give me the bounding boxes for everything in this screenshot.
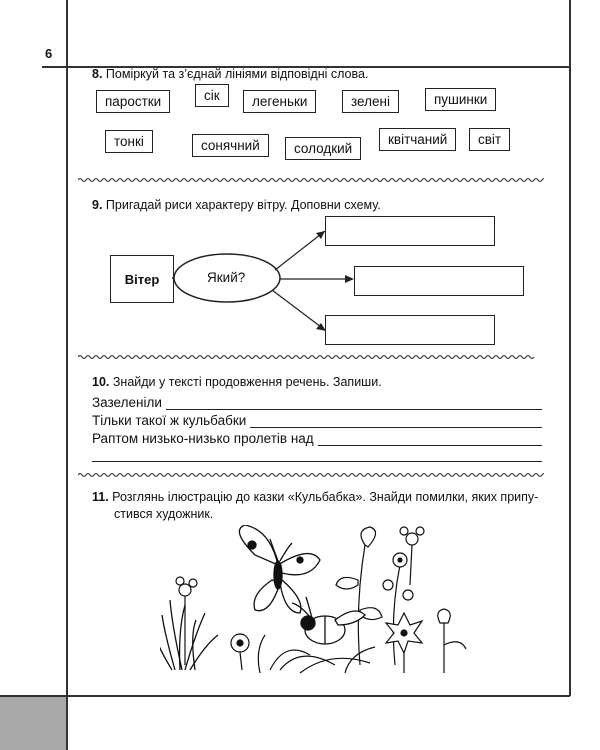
word-box[interactable]: легеньки bbox=[243, 90, 316, 113]
word-box[interactable]: паростки bbox=[96, 90, 170, 113]
wavy-divider bbox=[78, 177, 544, 183]
writing-line[interactable] bbox=[92, 413, 542, 428]
writing-line[interactable] bbox=[92, 431, 542, 446]
butterfly-icon bbox=[239, 525, 320, 613]
answer-box-3[interactable] bbox=[325, 315, 495, 345]
task11-text-2: стився художник. bbox=[114, 507, 214, 521]
task10-number: 10. bbox=[92, 375, 110, 389]
task11-text-1: Розглянь ілюстрацію до казки «Кульбабка». Знайди помилки, яких припу- bbox=[112, 490, 539, 504]
task10-text: Знайди у тексті продовження речень. Запиши. bbox=[112, 375, 382, 389]
margin-vertical-line bbox=[66, 0, 68, 750]
margin-gray-block bbox=[0, 695, 66, 750]
answer-box-2[interactable] bbox=[354, 266, 524, 296]
wavy-divider bbox=[78, 472, 544, 478]
flower-icon bbox=[176, 577, 249, 670]
word-box[interactable]: тонкі bbox=[105, 130, 153, 153]
word-box[interactable]: солодкий bbox=[285, 137, 361, 160]
page-number: 6 bbox=[45, 46, 53, 61]
task11-instruction bbox=[92, 489, 538, 523]
word-box[interactable]: світ bbox=[469, 128, 510, 151]
task9-text: Пригадай риси характеру вітру. Доповни схему. bbox=[105, 198, 381, 212]
task8-text: Поміркуй та з’єднай лініями відповідні слова. bbox=[105, 67, 369, 81]
viter-box: Вітер bbox=[110, 255, 174, 303]
ellipse-label: Який? bbox=[207, 270, 246, 285]
word-box[interactable]: сонячний bbox=[192, 134, 269, 157]
line-prompt: Зазеленіли bbox=[92, 395, 162, 410]
word-box[interactable]: сік bbox=[195, 84, 229, 107]
answer-box-1[interactable] bbox=[325, 216, 495, 246]
right-border-line bbox=[569, 0, 571, 696]
line-prompt: Тільки такої ж кульбабки bbox=[92, 413, 247, 428]
task11-number: 11. bbox=[92, 490, 109, 504]
writing-line[interactable] bbox=[92, 395, 542, 410]
word-box[interactable]: пушинки bbox=[425, 88, 496, 111]
word-box[interactable]: зелені bbox=[342, 90, 399, 113]
word-box[interactable]: квітчаний bbox=[379, 128, 456, 151]
writing-line-blank[interactable] bbox=[92, 461, 542, 462]
bottom-horizontal-line bbox=[0, 695, 570, 697]
task10-instruction bbox=[92, 374, 382, 391]
task9-number: 9. bbox=[92, 198, 103, 212]
task8-instruction bbox=[92, 66, 368, 83]
beetle-icon bbox=[292, 597, 365, 644]
task8-number: 8. bbox=[92, 67, 103, 81]
wavy-divider bbox=[78, 354, 544, 360]
task9-instruction bbox=[92, 197, 381, 214]
line-prompt: Раптом низько-низько пролетів над bbox=[92, 431, 314, 446]
dandelion-illustration bbox=[160, 525, 480, 675]
flower-icon bbox=[386, 527, 466, 673]
grass-icon bbox=[160, 600, 218, 670]
